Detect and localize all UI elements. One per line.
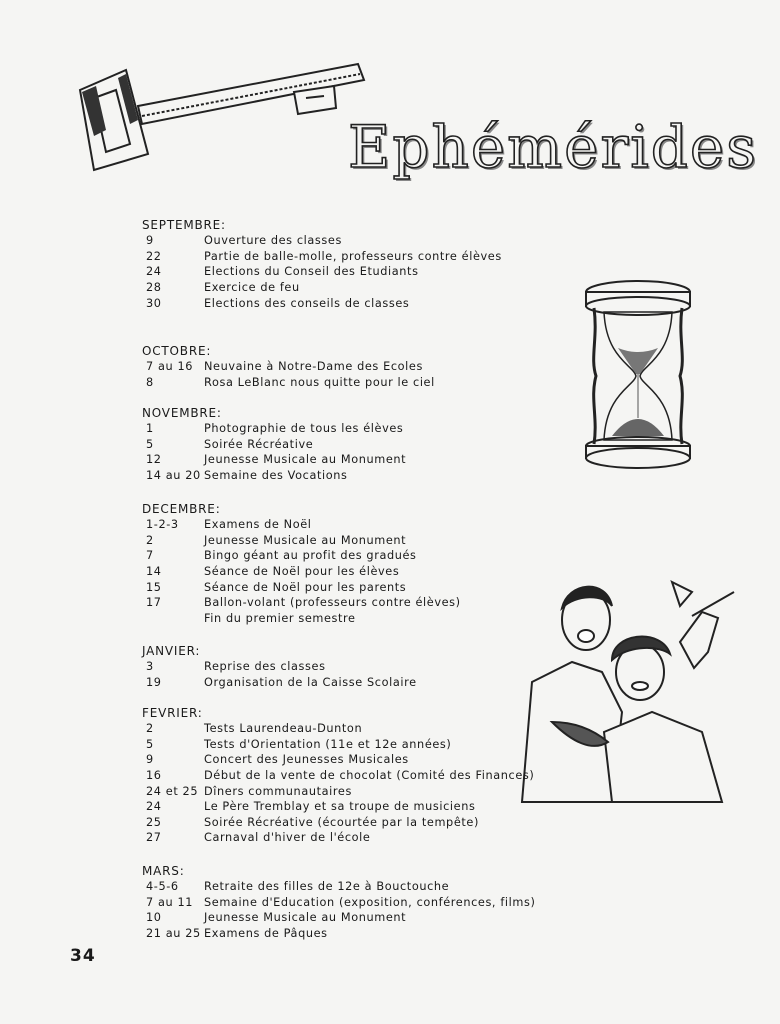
month-title: MARS:: [142, 864, 185, 878]
event-text: Elections du Conseil des Etudiants: [204, 265, 419, 279]
event-date: 24: [146, 265, 162, 279]
month-section-novembre: [142, 406, 406, 483]
event-text: Ballon-volant (professeurs contre élèves): [204, 596, 461, 610]
event-date: 24 et 25: [146, 784, 199, 798]
month-title: JANVIER:: [142, 644, 201, 658]
month-section-octobre: [142, 344, 435, 390]
list-item: [142, 737, 534, 753]
event-text: Carnaval d'hiver de l'école: [204, 831, 371, 845]
event-text: Tests Laurendeau-Dunton: [204, 722, 363, 736]
event-text: Tests d'Orientation (11e et 12e années): [204, 737, 452, 751]
event-text: Soirée Récréative (écourtée par la tempête): [204, 815, 479, 829]
event-date: 21 au 25: [146, 927, 201, 941]
list-item: [142, 815, 534, 831]
event-date: 10: [146, 911, 162, 925]
list-item: [142, 452, 406, 468]
event-text: Ouverture des classes: [204, 234, 342, 248]
event-date: 22: [146, 249, 162, 263]
list-item: [142, 910, 535, 926]
list-item: [142, 517, 461, 533]
list-item: [142, 768, 534, 784]
list-item: [142, 264, 502, 280]
event-text: Concert des Jeunesses Musicales: [204, 753, 409, 767]
month-section-septembre: [142, 218, 502, 311]
event-date: 2: [146, 722, 154, 736]
event-text: Séance de Noël pour les parents: [204, 580, 407, 594]
month-title: NOVEMBRE:: [142, 406, 222, 420]
event-date: 3: [146, 660, 154, 674]
event-date: 12: [146, 453, 162, 467]
list-item: [142, 233, 502, 249]
list-item: [142, 611, 461, 627]
event-text: Jeunesse Musicale au Monument: [204, 453, 407, 467]
event-date: 28: [146, 281, 162, 295]
event-text: Séance de Noël pour les élèves: [204, 565, 400, 579]
list-item: [142, 895, 535, 911]
list-item: [142, 830, 534, 846]
event-date: 2: [146, 533, 154, 547]
list-item: [142, 421, 406, 437]
page-title: Ephémérides: [348, 113, 758, 181]
list-item: [142, 375, 435, 391]
event-text: Reprise des classes: [204, 660, 326, 674]
event-date: 27: [146, 831, 162, 845]
event-text: Examens de Pâques: [204, 927, 328, 941]
list-item: [142, 721, 534, 737]
event-date: 9: [146, 753, 154, 767]
event-date: 7 au 16: [146, 360, 194, 374]
month-section-mars: [142, 864, 535, 941]
event-date: 1-2-3: [146, 518, 179, 532]
list-item: [142, 468, 406, 484]
event-text: Début de la vente de chocolat (Comité des Finances): [204, 769, 535, 783]
list-item: [142, 675, 417, 691]
list-item: [142, 548, 461, 564]
key-illustration: [72, 58, 372, 178]
event-text: Retraite des filles de 12e à Bouctouche: [204, 880, 450, 894]
event-text: Photographie de tous les élèves: [204, 422, 404, 436]
event-text: Jeunesse Musicale au Monument: [204, 911, 407, 925]
hourglass-illustration: [582, 278, 694, 470]
month-section-janvier: [142, 644, 417, 690]
month-title: SEPTEMBRE:: [142, 218, 226, 232]
event-date: 17: [146, 596, 162, 610]
event-date: 7 au 11: [146, 895, 194, 909]
list-item: [142, 595, 461, 611]
month-section-decembre: [142, 502, 461, 626]
event-text: Le Père Tremblay et sa troupe de musiciens: [204, 800, 476, 814]
couple-illustration: [512, 572, 742, 812]
list-item: [142, 280, 502, 296]
event-date: 25: [146, 815, 162, 829]
list-item: [142, 879, 535, 895]
event-date: 30: [146, 296, 162, 310]
month-title: OCTOBRE:: [142, 344, 212, 358]
event-date: 24: [146, 800, 162, 814]
event-text: Partie de balle-molle, professeurs contre élèves: [204, 249, 502, 263]
event-text: Organisation de la Caisse Scolaire: [204, 675, 417, 689]
month-section-fevrier: [142, 706, 534, 846]
event-date: 4-5-6: [146, 880, 179, 894]
event-date: 9: [146, 234, 154, 248]
event-text: Dîners communautaires: [204, 784, 352, 798]
event-date: 5: [146, 437, 154, 451]
event-text: Neuvaine à Notre-Dame des Ecoles: [204, 360, 423, 374]
event-date: 8: [146, 375, 154, 389]
event-text: Fin du premier semestre: [204, 611, 356, 625]
list-item: [142, 249, 502, 265]
page-number: 34: [70, 946, 96, 966]
list-item: [142, 659, 417, 675]
event-date: 1: [146, 422, 154, 436]
event-text: Soirée Récréative: [204, 437, 314, 451]
event-text: Rosa LeBlanc nous quitte pour le ciel: [204, 375, 435, 389]
list-item: [142, 295, 502, 311]
event-text: Jeunesse Musicale au Monument: [204, 533, 407, 547]
event-text: Elections des conseils de classes: [204, 296, 410, 310]
list-item: [142, 799, 534, 815]
list-item: [142, 564, 461, 580]
event-date: 15: [146, 580, 162, 594]
list-item: [142, 533, 461, 549]
event-text: Semaine des Vocations: [204, 469, 348, 483]
event-text: Examens de Noël: [204, 518, 312, 532]
month-title: DECEMBRE:: [142, 502, 221, 516]
event-date: 16: [146, 769, 162, 783]
month-title: FEVRIER:: [142, 706, 203, 720]
event-text: Exercice de feu: [204, 281, 300, 295]
list-item: [142, 359, 435, 375]
event-date: 19: [146, 675, 162, 689]
event-text: Bingo géant au profit des gradués: [204, 549, 417, 563]
list-item: [142, 579, 461, 595]
list-item: [142, 926, 535, 942]
list-item: [142, 783, 534, 799]
event-date: 14 au 20: [146, 469, 201, 483]
event-date: 14: [146, 565, 162, 579]
event-date: 5: [146, 737, 154, 751]
list-item: [142, 437, 406, 453]
event-date: 7: [146, 549, 154, 563]
list-item: [142, 752, 534, 768]
event-text: Semaine d'Education (exposition, conférences, films): [204, 895, 536, 909]
